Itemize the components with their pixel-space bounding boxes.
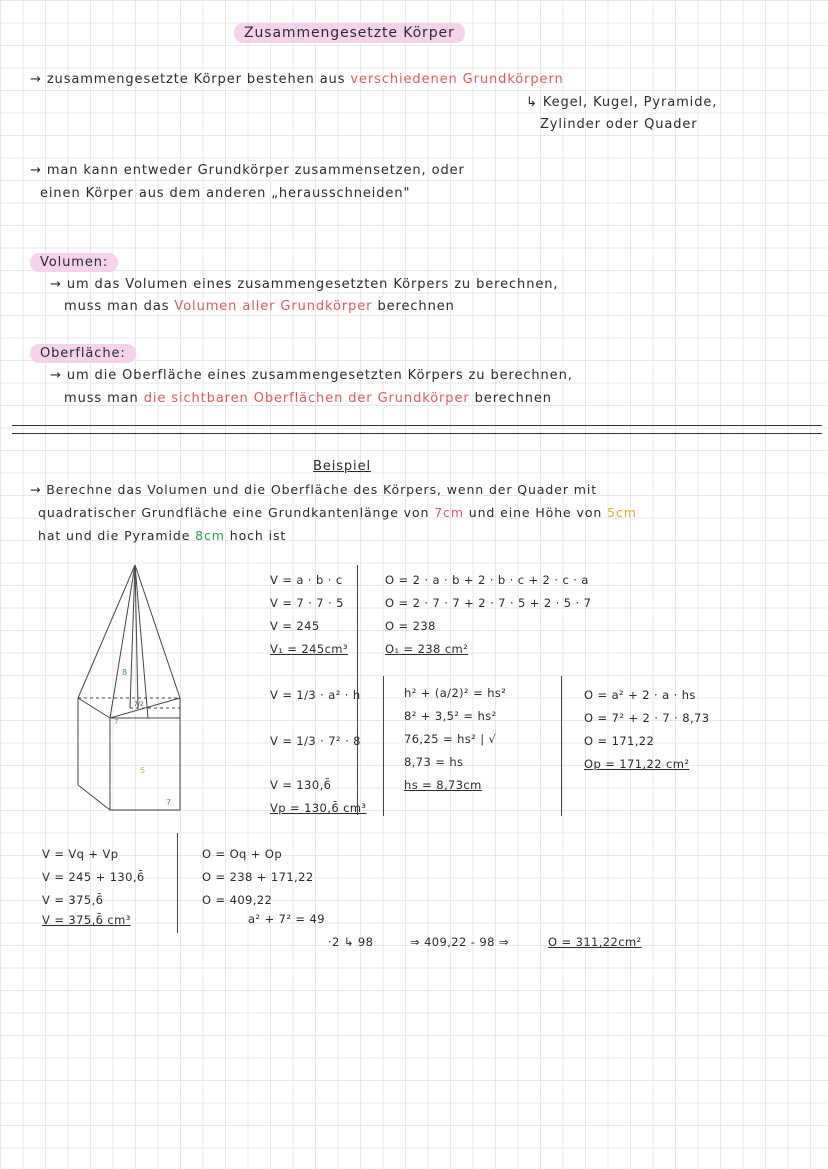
figure-lines	[78, 565, 180, 810]
volumen-line-2	[64, 299, 455, 314]
final-surface-result: O = 311,22cm²	[548, 935, 642, 949]
pyramid-o-line-1: O = a² + 2 · a · hs	[584, 688, 696, 702]
quader-v-line-2: V = 7 · 7 · 5	[270, 596, 344, 610]
pyramid-v-line-2: V = 1/3 · 7² · 8	[270, 734, 361, 748]
pyramid-o-line-3: O = 171,22	[584, 734, 655, 748]
figure-label-top-7: 7	[114, 718, 119, 726]
correction-doubling: ·2 ↳ 98	[328, 935, 374, 949]
beispiel-line-2	[38, 505, 637, 520]
intro-line-5: einen Körper aus dem anderen „herausschneiden"	[40, 186, 411, 201]
pyramid-hs-result: hs = 8,73cm	[404, 778, 482, 792]
total-o-line-2: O = 238 + 171,22	[202, 870, 314, 884]
oberflaeche-line-2-highlight: die sichtbaren Oberflächen der Grundkörper	[143, 391, 470, 406]
vertical-divider-2	[383, 676, 384, 816]
volumen-line-1: → um das Volumen eines zusammengesetzten Körpers zu berechnen,	[50, 277, 559, 292]
intro-line-1-text: → zusammengesetzte Körper bestehen aus	[30, 72, 346, 87]
divider-top	[12, 425, 822, 426]
quader-v-line-1: V = a · b · c	[270, 573, 343, 587]
pyramid-v-line-1: V = 1/3 · a² · h	[270, 688, 361, 702]
pyramid-v-result: Vp = 130,6̄ cm³	[270, 801, 367, 815]
volumen-line-2-a: muss man das	[64, 299, 170, 314]
quader-o-line-2: O = 2 · 7 · 7 + 2 · 7 · 5 + 2 · 5 · 7	[385, 596, 592, 610]
vertical-divider-4	[177, 833, 178, 933]
beispiel-line-3	[38, 528, 286, 543]
beispiel-pyramid-height: 8cm	[195, 528, 225, 543]
oberflaeche-line-2-c: berechnen	[474, 391, 552, 406]
oberflaeche-line-1: → um die Oberfläche eines zusammengesetzten Körpers zu berechnen,	[50, 368, 573, 383]
pyramid-o-line-2: O = 7² + 2 · 7 · 8,73	[584, 711, 710, 725]
correction-line-1: a² + 7² = 49	[248, 912, 325, 926]
figure-label-height-8: 8	[122, 668, 128, 677]
beispiel-line-3-a: hat und die Pyramide	[38, 528, 191, 543]
figure-label-bottom-7: 7	[166, 798, 172, 807]
quader-o-line-3: O = 238	[385, 619, 436, 633]
correction-subtraction: ⇒ 409,22 - 98 ⇒	[410, 935, 509, 949]
pyramid-v-line-3: V = 130,6̄	[270, 778, 332, 792]
quader-v-line-3: V = 245	[270, 619, 320, 633]
intro-line-2: ↳ Kegel, Kugel, Pyramide,	[526, 95, 718, 110]
oberflaeche-line-2	[64, 391, 552, 406]
beispiel-heading: Beispiel	[313, 459, 371, 474]
total-v-result: V = 375,6̄ cm³	[42, 913, 131, 927]
total-v-line-1: V = Vq + Vp	[42, 847, 119, 861]
figure-label-half: 7/2	[134, 701, 144, 708]
oberflaeche-label: Oberfläche:	[30, 344, 136, 363]
quader-v-result: V₁ = 245cm³	[270, 642, 348, 656]
pyramid-hs-line-2: 8² + 3,5² = hs²	[404, 709, 497, 723]
solid-figure	[70, 560, 210, 820]
total-o-line-3: O = 409,22	[202, 893, 273, 907]
total-v-line-3: V = 375,6̄	[42, 893, 104, 907]
intro-line-1	[30, 72, 564, 87]
pyramid-o-result: Op = 171,22 cm²	[584, 757, 690, 771]
volumen-line-2-c: berechnen	[377, 299, 455, 314]
beispiel-line-2-a: quadratischer Grundfläche eine Grundkantenlänge von	[38, 505, 430, 520]
figure-label-5: 5	[140, 766, 146, 775]
beispiel-line-1: → Berechne das Volumen und die Oberfläche des Körpers, wenn der Quader mit	[30, 482, 598, 497]
pyramid-hs-line-1: h² + (a/2)² = hs²	[404, 686, 507, 700]
volumen-line-2-highlight: Volumen aller Grundkörper	[174, 299, 373, 314]
intro-line-3: Zylinder oder Quader	[540, 117, 698, 132]
intro-line-4: → man kann entweder Grundkörper zusammensetzen, oder	[30, 163, 465, 178]
vertical-divider-3	[561, 676, 562, 816]
page-title: Zusammengesetzte Körper	[234, 23, 465, 43]
total-v-line-2: V = 245 + 130,6̄	[42, 870, 145, 884]
pyramid-hs-line-3: 76,25 = hs² | √	[404, 732, 497, 746]
volumen-label: Volumen:	[30, 253, 118, 272]
beispiel-height: 5cm	[607, 505, 637, 520]
beispiel-line-3-c: hoch ist	[229, 528, 287, 543]
quader-o-result: O₁ = 238 cm²	[385, 642, 469, 656]
intro-line-1-highlight: verschiedenen Grundkörpern	[350, 72, 564, 87]
beispiel-edge-length: 7cm	[434, 505, 464, 520]
total-o-line-1: O = Oq + Op	[202, 847, 283, 861]
divider-bottom	[12, 433, 822, 434]
beispiel-line-2-c: und eine Höhe von	[468, 505, 603, 520]
oberflaeche-line-2-a: muss man	[64, 391, 139, 406]
pyramid-hs-line-4: 8,73 = hs	[404, 755, 464, 769]
quader-o-line-1: O = 2 · a · b + 2 · b · c + 2 · c · a	[385, 573, 589, 587]
